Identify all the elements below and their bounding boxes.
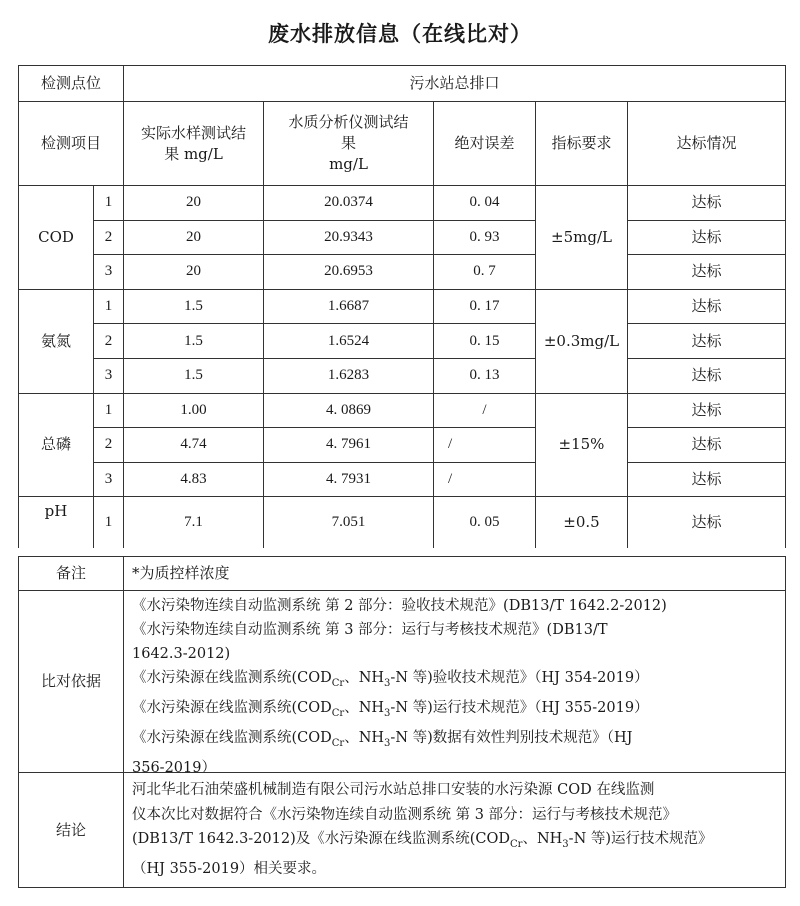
actual-value: 1.5 xyxy=(124,358,264,393)
abs-error-value: / xyxy=(434,427,536,462)
requirement-header: 指标要求 xyxy=(536,101,628,185)
actual-value: 7.1 xyxy=(124,496,264,548)
row-number: 3 xyxy=(94,254,124,289)
status-header: 达标情况 xyxy=(628,101,786,185)
item-name: pH xyxy=(18,496,94,548)
analyzer-value: 20.6953 xyxy=(264,254,434,289)
actual-value: 20 xyxy=(124,254,264,289)
row-number: 3 xyxy=(94,462,124,497)
analyzer-value: 1.6524 xyxy=(264,323,434,358)
actual-value: 4.83 xyxy=(124,462,264,497)
row-number: 1 xyxy=(94,496,124,548)
abs-error-value: / xyxy=(434,462,536,497)
actual-value: 20 xyxy=(124,185,264,220)
actual-value: 1.5 xyxy=(124,323,264,358)
requirement-value: ±0.5 xyxy=(536,496,628,548)
analyzer-value: 7.051 xyxy=(264,496,434,548)
basis-line: 《水污染源在线监测系统($COD_{Cr}$、$NH_3-N$ 等)数据有效性判别技术规范》（HJ xyxy=(132,729,633,749)
status-value: 达标 xyxy=(628,393,786,428)
conclusion-line: 仪本次比对数据符合《水污染物连续自动监测系统 第 3 部分：运行与考核技术规范》 xyxy=(132,806,678,823)
abs-error-value: 0. 05 xyxy=(434,496,536,548)
page-title: 废水排放信息（在线比对） xyxy=(268,21,532,46)
row-number: 1 xyxy=(94,289,124,324)
basis-line: 356-2019） xyxy=(132,759,216,776)
basis-line: 《水污染源在线监测系统($COD_{Cr}$、$NH_3-N$ 等)验收技术规范》（HJ 354-2019） xyxy=(132,670,649,689)
abs-error-value: / xyxy=(434,393,536,428)
row-number: 2 xyxy=(94,323,124,358)
status-value: 达标 xyxy=(628,427,786,462)
status-value: 达标 xyxy=(628,323,786,358)
analyzer-value: 4. 7961 xyxy=(264,427,434,462)
remarks-value: *为质控样浓度 xyxy=(124,556,786,590)
basis-tail-acceptance: 、$NH_3-N$ 等)验收技术规范》（HJ 354-2019） xyxy=(344,670,649,689)
requirement-value: ±0.3mg/L xyxy=(536,289,628,393)
point-value: 污水站总排口 xyxy=(124,65,786,101)
abs-error-value: 0. 17 xyxy=(434,289,536,324)
abs-error-value: 0. 04 xyxy=(434,185,536,220)
basis-label: 比对依据 xyxy=(18,590,124,772)
basis-list xyxy=(132,594,782,780)
analyzer-value: 20.9343 xyxy=(264,220,434,255)
point-label: 检测点位 xyxy=(18,65,124,101)
abs-error-value: 0. 7 xyxy=(434,254,536,289)
analyzer-value: 1.6687 xyxy=(264,289,434,324)
requirement-value: ±5mg/L xyxy=(536,185,628,289)
actual-value: 1.00 xyxy=(124,393,264,428)
item-label: 检测项目 xyxy=(18,101,124,185)
conclusion-line: 河北华北石油荣盛机械制造有限公司污水站总排口安装的水污染源 COD 在线监测 xyxy=(132,782,655,798)
status-value: 达标 xyxy=(628,358,786,393)
row-number: 2 xyxy=(94,220,124,255)
conclusion-line: (DB13/T 1642.3-2012)及《水污染源在线监测系统($COD_{Cr}$、$NH_3-N$ 等)运行技术规范》 xyxy=(132,831,713,850)
actual-value: 20 xyxy=(124,220,264,255)
status-value: 达标 xyxy=(628,220,786,255)
basis-line: 1642.3-2012) xyxy=(132,646,231,662)
basis-line: 《水污染物连续自动监测系统 第 3 部分：运行与考核技术规范》(DB13/T xyxy=(132,622,608,638)
status-value: 达标 xyxy=(628,289,786,324)
actual-value: 1.5 xyxy=(124,289,264,324)
status-value: 达标 xyxy=(628,254,786,289)
analyzer-result-header: 水质分析仪测试结 果 mg/L xyxy=(264,101,434,185)
item-name: 氨氮 xyxy=(18,289,94,393)
row-number: 3 xyxy=(94,358,124,393)
row-number: 1 xyxy=(94,185,124,220)
status-value: 达标 xyxy=(628,185,786,220)
analyzer-value: 20.0374 xyxy=(264,185,434,220)
row-number: 1 xyxy=(94,393,124,428)
basis-tail-operation: 、$NH_3-N$ 等)运行技术规范》（HJ 355-2019） xyxy=(344,699,649,719)
analyzer-value: 4. 7931 xyxy=(264,462,434,497)
conclusion-label: 结论 xyxy=(18,772,124,888)
abs-error-value: 0. 13 xyxy=(434,358,536,393)
abs-error-value: 0. 93 xyxy=(434,220,536,255)
row-number: 2 xyxy=(94,427,124,462)
conclusion-line: （HJ 355-2019）相关要求。 xyxy=(132,861,327,878)
basis-tail-validity: 、$NH_3-N$ 等)数据有效性判别技术规范》（HJ xyxy=(344,729,633,749)
requirement-value: ±15% xyxy=(536,393,628,497)
basis-line: 《水污染物连续自动监测系统 第 2 部分：验收技术规范》(DB13/T 1642.2-2012) xyxy=(132,598,667,614)
conclusion-text xyxy=(132,778,784,882)
actual-result-header: 实际水样测试结 果 mg/L xyxy=(124,101,264,185)
actual-value: 4.74 xyxy=(124,427,264,462)
item-name: 总磷 xyxy=(18,393,94,497)
basis-line: 《水污染源在线监测系统($COD_{Cr}$、$NH_3-N$ 等)运行技术规范》（HJ 355-2019） xyxy=(132,699,649,719)
abs-error-header: 绝对误差 xyxy=(434,101,536,185)
status-value: 达标 xyxy=(628,496,786,548)
status-value: 达标 xyxy=(628,462,786,497)
analyzer-value: 1.6283 xyxy=(264,358,434,393)
conclusion-tail: 、$NH_3-N$ 等)运行技术规范》 xyxy=(522,831,713,850)
remarks-label: 备注 xyxy=(18,556,124,590)
analyzer-value: 4. 0869 xyxy=(264,393,434,428)
item-name: COD xyxy=(18,185,94,289)
abs-error-value: 0. 15 xyxy=(434,323,536,358)
